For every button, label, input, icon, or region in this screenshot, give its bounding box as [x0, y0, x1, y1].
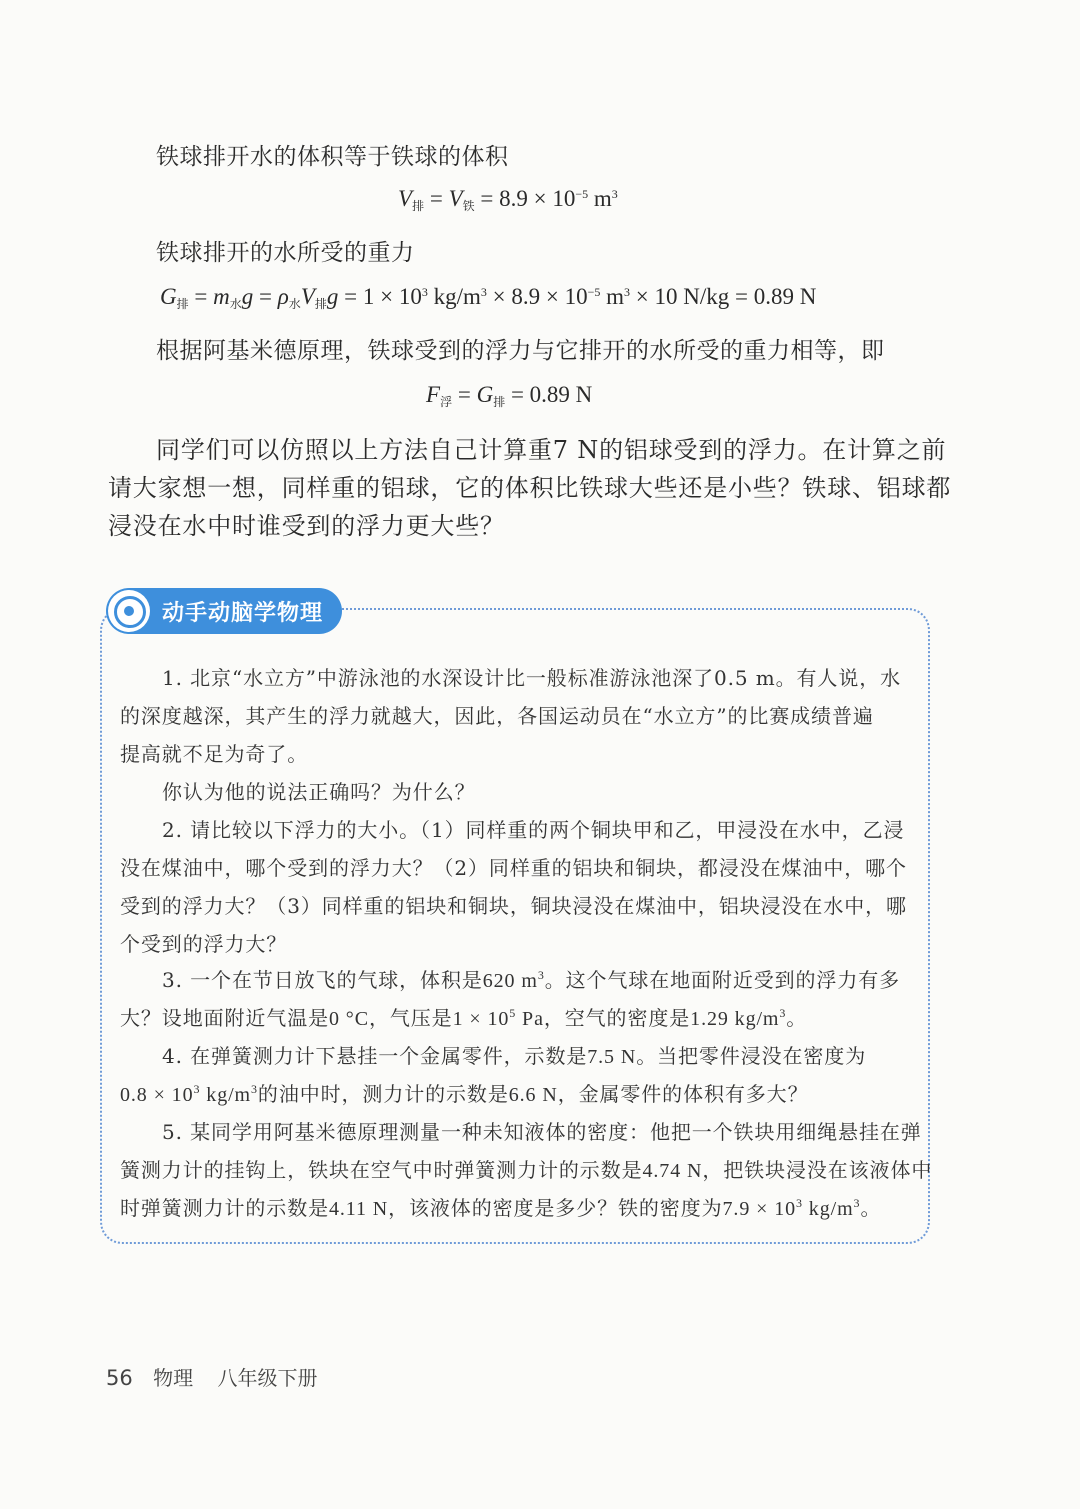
solution-line-2: 铁球排开的水所受的重力 — [156, 240, 415, 266]
formula-buoyancy: $F_浮 = G_排 = 0.89$ N — [426, 382, 593, 409]
page-number: 56 — [106, 1366, 133, 1390]
exercise-line-q5c: 时弹簧测力计的示数是4.11 N，该液体的密度是多少？铁的密度为$7.9 \times 10^3$ $kg/m^3$。 — [120, 1196, 882, 1220]
formula-volume: $V_排 = V_铁 = 8.9 \times 10^{-5}$ $m^3$ — [398, 186, 618, 213]
paragraph-line-2: 请大家想一想，同样重的铝球，它的体积比铁球大些还是小些？铁球、铝球都 — [108, 474, 952, 502]
exercise-line-q3a: 3. 一个在节日放飞的气球，体积是620 $m^3$。这个气球在地面附近受到的浮力有多 — [162, 968, 901, 992]
volume-label: 八年级下册 — [217, 1366, 318, 1390]
exercise-line-q4a: 4. 在弹簧测力计下悬挂一个金属零件，示数是7.5 N。当把零件浸没在密度为 — [162, 1044, 867, 1068]
exercise-line: 1. 北京“水立方”中游泳池的水深设计比一般标准游泳池深了0.5 m。有人说，水 — [162, 666, 902, 690]
exercise-line-q5a: 5. 某同学用阿基米德原理测量一种未知液体的密度：他把一个铁块用细绳悬挂在弹 — [162, 1120, 922, 1144]
formula-gravity: $G_排 = m_水g = \rho_水V_排g = 1 \times 10^3$ $kg/m^3 \times 8.9 \times 10^{-5}$ $m^3 \times 10$ N/kg = 0.89 N — [160, 284, 817, 311]
solution-line-3: 根据阿基米德原理，铁球受到的浮力与它排开的水所受的重力相等，即 — [156, 338, 885, 364]
exercise-line-q3b: 大？设地面附近气温是0 °C，气压是$1 \times 10^5$ Pa，空气的密度是1.29 $kg/m^3$。 — [120, 1006, 808, 1030]
exercise-box-header — [106, 588, 342, 634]
subject-label: 物理 — [153, 1366, 194, 1390]
exercise-line: 个受到的浮力大？ — [120, 932, 288, 956]
exercise-line: 的深度越深，其产生的浮力就越大，因此，各国运动员在“水立方”的比赛成绩普遍 — [120, 704, 874, 728]
exercise-line-q4b: $0.8 \times 10^3$ $kg/m^3$的油中时，测力计的示数是6.6 N，金属零件的体积有多大？ — [120, 1082, 809, 1106]
exercise-line: 2. 请比较以下浮力的大小。（1）同样重的两个铜块甲和乙，甲浸没在水中，乙浸 — [162, 818, 905, 842]
exercise-line: 没在煤油中，哪个受到的浮力大？（2）同样重的铝块和铜块，都浸没在煤油中，哪个 — [120, 856, 907, 880]
page-footer — [106, 1362, 317, 1391]
paragraph-line-3: 浸没在水中时谁受到的浮力更大些？ — [108, 512, 505, 540]
exercise-box-title: 动手动脑学物理 — [162, 601, 324, 626]
paragraph-line-1: 同学们可以仿照以上方法自己计算重7 N的铝球受到的浮力。在计算之前 — [156, 436, 947, 464]
solution-line-1: 铁球排开水的体积等于铁球的体积 — [156, 144, 509, 170]
exercise-line: 你认为他的说法正确吗？为什么？ — [162, 780, 476, 804]
exercise-line: 受到的浮力大？（3）同样重的铝块和铜块，铜块浸没在煤油中，铝块浸没在水中，哪 — [120, 894, 907, 918]
exercise-line-q5b: 簧测力计的挂钩上，铁块在空气中时弹簧测力计的示数是4.74 N，把铁块浸没在该液体中 — [120, 1158, 933, 1182]
target-icon — [108, 590, 150, 632]
exercise-line: 提高就不足为奇了。 — [120, 742, 309, 766]
